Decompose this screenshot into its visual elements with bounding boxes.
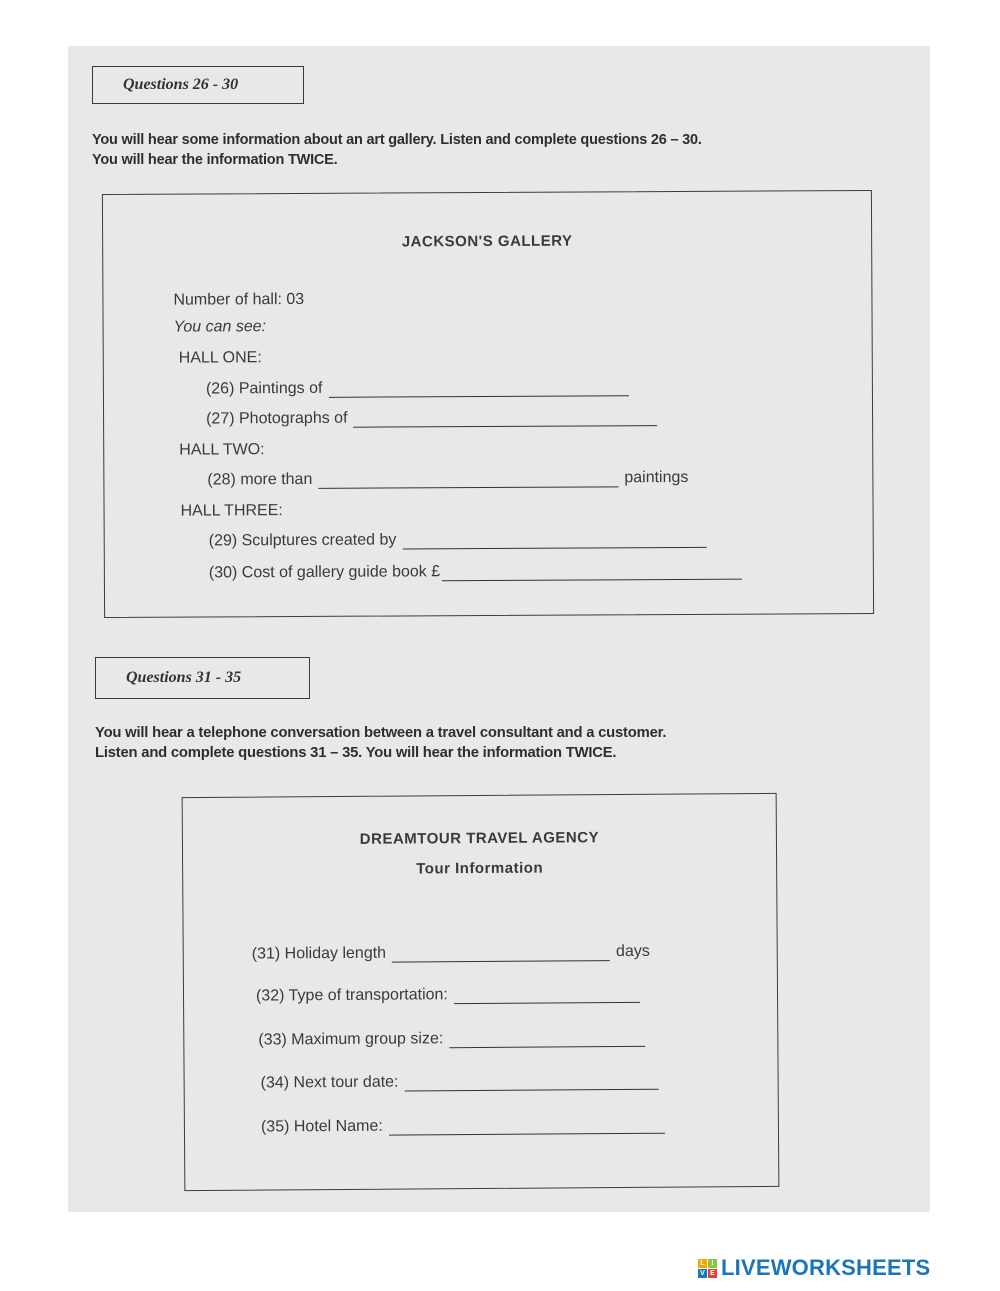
answer-29-blank[interactable]	[402, 533, 706, 550]
question-31	[252, 943, 650, 964]
you-can-see	[174, 318, 267, 336]
question-29-text: (29) Sculptures created by	[208, 531, 397, 550]
question-35-text: (35) Hotel Name:	[260, 1117, 383, 1136]
questions-label-text: Questions 31 - 35	[126, 669, 242, 686]
questions-label-text: Questions 26 - 30	[123, 76, 239, 93]
question-29	[209, 530, 707, 551]
liveworksheets-grid-icon	[698, 1259, 717, 1278]
section1-instruction-line2: You will hear the information TWICE.	[92, 152, 338, 168]
gallery-title: JACKSON'S GALLERY	[401, 232, 573, 251]
answer-35-blank[interactable]	[389, 1119, 665, 1136]
section1-instructions	[92, 130, 872, 170]
question-34-text: (34) Next tour date:	[260, 1073, 399, 1092]
number-of-halls	[173, 291, 304, 310]
section2-instruction-line1: You will hear a telephone conversation between a travel consultant and a customer.	[95, 725, 667, 741]
hall-one-text: HALL ONE:	[178, 349, 262, 367]
answer-28-blank[interactable]	[318, 472, 618, 489]
question-27-text: (27) Photographs of	[206, 409, 348, 428]
question-34	[261, 1072, 659, 1093]
hall-two-text: HALL TWO:	[179, 441, 265, 459]
logo-icon-cell: V	[698, 1269, 707, 1278]
logo-icon-cell: I	[708, 1259, 717, 1268]
question-32-text: (32) Type of transportation:	[255, 986, 448, 1005]
question-27	[206, 408, 658, 428]
answer-31-blank[interactable]	[392, 946, 610, 963]
answer-27-blank[interactable]	[353, 411, 657, 428]
logo-text: LIVEWORKSHEETS	[721, 1255, 931, 1280]
gallery-panel	[102, 190, 874, 618]
section2-instruction-line2: Listen and complete questions 31 – 35. You will hear the information TWICE.	[95, 745, 617, 761]
question-33	[258, 1029, 645, 1050]
hall-one-heading	[179, 349, 262, 367]
questions-26-30-label	[92, 66, 304, 104]
answer-26-blank[interactable]	[328, 381, 628, 398]
section2-instructions	[95, 723, 895, 763]
question-28-text: (28) more than	[207, 470, 313, 489]
logo-icon-cell: L	[698, 1259, 707, 1268]
question-31-suffix: days	[615, 942, 650, 961]
question-30-text: (30) Cost of gallery guide book £	[208, 563, 441, 582]
hall-three-heading	[181, 502, 283, 521]
question-26	[206, 378, 629, 398]
question-26-text: (26) Paintings of	[205, 379, 323, 398]
agency-title: DREAMTOUR TRAVEL AGENCY	[359, 829, 600, 848]
answer-34-blank[interactable]	[404, 1075, 658, 1092]
question-28	[207, 469, 688, 490]
answer-33-blank[interactable]	[449, 1032, 645, 1048]
questions-31-35-label	[95, 657, 310, 699]
question-30	[209, 562, 742, 583]
question-31-text: (31) Holiday length	[251, 944, 387, 963]
section1-instruction-line1: You will hear some information about an art gallery. Listen and complete questions 26 – 30.	[92, 132, 702, 148]
agency-subtitle: Tour Information	[416, 859, 544, 878]
hall-two-heading	[179, 441, 264, 459]
question-32	[256, 985, 640, 1006]
question-33-text: (33) Maximum group size:	[258, 1030, 444, 1049]
number-of-halls-text: Number of hall: 03	[173, 290, 305, 309]
answer-32-blank[interactable]	[454, 988, 640, 1004]
answer-30-blank[interactable]	[442, 565, 742, 582]
liveworksheets-logo[interactable]	[698, 1255, 930, 1281]
question-35	[261, 1116, 665, 1137]
hall-three-text: HALL THREE:	[180, 502, 283, 520]
logo-icon-cell: E	[708, 1269, 717, 1278]
you-can-see-text: You can see:	[173, 318, 267, 336]
travel-agency-panel	[182, 793, 780, 1191]
question-28-suffix: paintings	[624, 468, 689, 487]
